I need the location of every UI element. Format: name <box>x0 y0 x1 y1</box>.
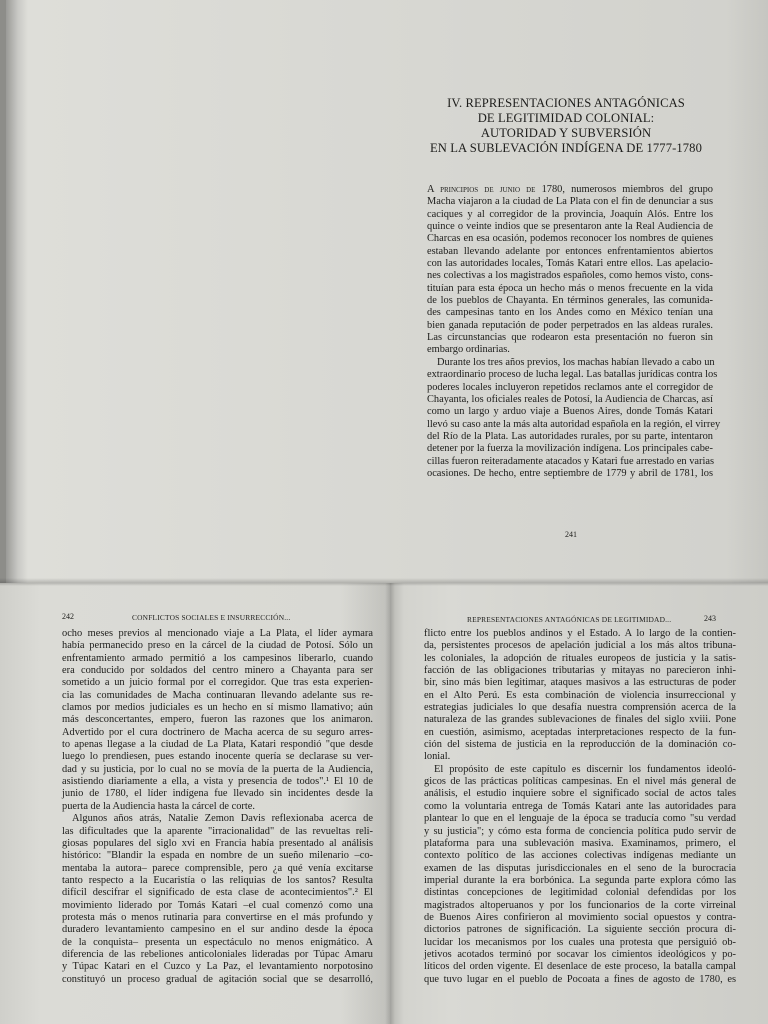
text-line: bir, sino más bien legitimar, ataques masivos a las estructuras de poder <box>424 677 736 689</box>
text-line: en el Alto Perú. Es esta combinación de violencia insurreccional y <box>424 689 736 701</box>
text-line: puerta de la Audiencia hasta la cárcel de corte. <box>62 800 255 812</box>
text-line: Chayanta, los oficiales reales de Potosí, la Audiencia de Charcas, así <box>427 393 713 405</box>
text-line: cillas fueron reiteradamente atacados y Katari fue arrestado en varias <box>427 455 715 467</box>
text-line: detener por la fuerza la movilización indígena. Los principales cabe- <box>427 443 713 455</box>
text-line: era conducido por soldados del centro minero a Chayanta para ser <box>62 665 373 677</box>
text-line: como un largo y arduo viaje a Buenos Aires, donde Tomás Katari <box>427 406 713 418</box>
page-243-body <box>424 628 736 986</box>
text-line: Charcas en esa ocasión, podemos reconocer los nombres de quienes <box>427 233 713 245</box>
text-line: tituían para esta época un hecho más o menos frecuente en la vida <box>427 282 713 294</box>
text-line: lucidar los mecanismos por los cuales una protesta que persiguió ob- <box>424 936 736 948</box>
text-line: flicto entre los pueblos andinos y el Estado. A lo largo de la contien- <box>424 628 736 639</box>
text-line: tanto respecto a la Eucaristía o las reliquias de los santos? Resulta <box>62 874 373 886</box>
chapter-title-line: DE LEGITIMIDAD COLONIAL: <box>477 111 655 125</box>
text-line: A principios de junio de 1780, numerosos miembros del grupo <box>427 184 713 195</box>
page-241-body <box>427 184 721 480</box>
text-line: gicos de las prácticas políticas campesinas. En el nivel más general de <box>424 776 736 788</box>
text-line: plantear lo que en el lenguaje de la época se traducía como "su verdad <box>424 813 736 825</box>
chapter-title <box>429 96 703 156</box>
text-line: magistrados altoperuanos y por los funcionarios de la corte virreinal <box>424 899 736 911</box>
text-line: protesta más o menos rutinaria para convertirse en el más profundo y <box>62 911 373 923</box>
text-line: examen de las disputas jurisdiccionales en el seno de la burocracia <box>424 862 736 874</box>
text-line: luego lo prendiesen, pues estando inocente quería se declarase su ver- <box>62 751 373 763</box>
text-line: bien ganada reputación de poder perpetrados en las aldeas rurales. <box>427 319 713 331</box>
text-line: en cuestión, asimismo, aceptadas interpretaciones respecto de la fun- <box>424 726 736 738</box>
page-number-243: 243 <box>704 614 716 623</box>
text-line: extraordinario proceso de lucha legal. Las batallas jurídicas contra los <box>427 369 718 381</box>
text-line: y Túpac Katari en el Cuzco y La Paz, el levantamiento norpotosino <box>62 961 373 973</box>
text-line: da, persistentes procesos de apelación judicial a los más altos tribuna- <box>424 640 736 652</box>
text-line: enfrentamiento armado permitió a los campesinos liberarlo, cuando <box>62 652 373 664</box>
text-line: análisis, el estudio inquiere sobre el significado social de actos tales <box>424 788 736 800</box>
text-line: les coloniales, la adopción de rituales europeos de justicia y la satis- <box>424 652 736 664</box>
text-line: de Buenos Aires confirieron al movimiento social opuestos y contra- <box>424 911 736 923</box>
text-line: ocasiones. De hecho, entre septiembre de 1779 y abril de 1781, los <box>427 467 713 479</box>
text-line: clamos por medios judiciales es un hecho en sí mismo llamativo; aún <box>62 702 373 714</box>
text-line: movimiento liderado por Tomás Katari –el cual comenzó como una <box>62 899 373 911</box>
text-line: estaban llevando adelante por entonces enfrentamientos abiertos <box>427 245 713 257</box>
text-line: con las autoridades locales, Tomás Katari entre ellos. Las apelacio- <box>427 258 713 270</box>
text-line: naturaleza de las grandes sublevaciones de finales del siglo xviii. Pone <box>424 714 736 726</box>
text-line: sometido a un juicio formal por el corregidor. Que tras esta experien- <box>62 677 373 689</box>
text-line: histórico: "Blandir la espada en nombre de un sueño milenario –co- <box>62 850 373 862</box>
text-line: poderes locales incluyeron repetidos reclamos ante el corregidor de <box>427 381 713 393</box>
text-line: Durante los tres años previos, los machas habían llevado a cabo un <box>437 356 715 368</box>
text-line: las dificultades que la aparente "irracionalidad" de las revueltas reli- <box>62 825 373 837</box>
text-line: des campesinas tanto en los Andes como en México tenían una <box>427 307 713 319</box>
text-line: dictorios patrones de significación. La siguiente sección procura di- <box>424 924 736 936</box>
text-line: difícil descifrar el significado de esta clase de acontecimientos".² El <box>62 887 373 899</box>
text-line: contexto político de las acciones colectivas indígenas mediante un <box>424 850 736 862</box>
text-line: constituyó un proceso gradual de agitación social que se desarrolló, <box>62 973 373 985</box>
page-number-242: 242 <box>62 612 74 621</box>
text-line: to apenas llegase a la ciudad de La Plata, Katari respondió "que desde <box>62 739 373 751</box>
text-line: facción de las obligaciones tributarias y mitayas no parecieron inhi- <box>424 665 736 677</box>
text-line: que tuvo lugar en el pueblo de Pocoata a fines de agosto de 1780, es <box>424 973 736 985</box>
text-line: jetivos acotados terminó por socavar los cimientos ideológicos y po- <box>424 948 736 960</box>
text-line: estrategias judiciales lo que desafía nuestra comprensión acerca de la <box>424 702 736 714</box>
text-line: mentaba la autora– parece comprensible, pero ¿a qué venía excitarse <box>62 862 373 874</box>
chapter-title-line: AUTORIDAD Y SUBVERSIÓN <box>480 126 652 140</box>
text-line: ocho meses previos al mencionado viaje a La Plata, el líder aymara <box>62 628 373 639</box>
text-line: embargo ordinarias. <box>427 344 510 356</box>
text-line: caciques y al corregidor de la provincia, Joaquín Alós. Entre los <box>427 208 713 220</box>
text-line: imperial durante la era borbónica. La segunda parte explora cómo las <box>424 874 736 886</box>
text-line: asistiendo diariamente a ella, a vista y presencia de todos".¹ El 10 de <box>62 776 373 788</box>
text-line: llevó su caso ante la más alta autoridad española en la región, el virrey <box>427 418 721 430</box>
text-line: y su justicia"; y cómo esta forma de conciencia política pudo servir de <box>424 825 736 837</box>
page-242-body <box>62 628 373 986</box>
text-line: cia las comunidades de Macha continuaran llevando adelante sus re- <box>62 689 373 701</box>
text-line: Advertido por el cura doctrinero de Macha acerca de su seguro arres- <box>62 726 373 738</box>
text-line: junio de 1780, el líder indígena fue llevado sin incidentes desde la <box>62 788 373 800</box>
running-head-243: REPRESENTACIONES ANTAGÓNICAS DE LEGITIMIDAD... <box>467 615 672 624</box>
book-gutter-shadow <box>385 583 395 1024</box>
chapter-title-line: EN LA SUBLEVACIÓN INDÍGENA DE 1777-1780 <box>430 141 702 155</box>
text-line: giosas populares del siglo xvi en Francia había presentado al análisis <box>62 837 373 849</box>
text-line: de los pueblos de Chayanta. En términos generales, las comunida- <box>427 295 713 307</box>
text-line: plataforma para una sublevación masiva. Examinamos, primero, el <box>424 837 736 849</box>
scan-fold-shadow <box>0 578 768 586</box>
text-line: dad y su justicia, por lo cual no se movía de la puerta de la Audiencia, <box>62 763 373 775</box>
text-line: El propósito de este capítulo es discernir los fundamentos ideoló- <box>434 763 736 775</box>
text-line: lonial. <box>424 751 451 763</box>
text-line: nes colectivas a los magistrados españoles, como hemos visto, cons- <box>427 270 713 282</box>
text-line: del Río de la Plata. Las autoridades rurales, por su parte, intentaron <box>427 430 713 442</box>
text-line: de la conquista– presenta un espectáculo no menos enigmático. A <box>62 936 373 948</box>
text-line: Macha viajaron a la ciudad de La Plata con el fin de denunciar a sus <box>427 196 713 208</box>
text-line: duradero levantamiento campesino en el sur andino desde la época <box>62 924 373 936</box>
chapter-title-line: IV. REPRESENTACIONES ANTAGÓNICAS <box>447 96 685 110</box>
text-line: quince o veinte indios que se presentaron ante la Real Audiencia de <box>427 221 713 233</box>
text-line: ción del sistema de justicia en la reproducción de la dominación co- <box>424 739 736 751</box>
text-line: líticos del orden vigente. El desenlace de este proceso, la batalla campal <box>424 961 736 973</box>
text-line: había permanecido preso en la cárcel de la ciudad de Potosí. Sólo un <box>62 640 373 652</box>
text-line: como la voluntaria entrega de Tomás Katari ante las autoridades para <box>424 800 736 812</box>
text-line: más desconcertantes, empero, fueron las razones que los animaron. <box>62 714 373 726</box>
text-line: Algunos años atrás, Natalie Zemon Davis reflexionaba acerca de <box>72 813 373 825</box>
running-head-242: CONFLICTOS SOCIALES E INSURRECCIÓN... <box>132 613 291 622</box>
page-number-241: 241 <box>565 530 577 539</box>
text-line: Las circunstancias que rodearon esta presentación no fueron sin <box>427 332 713 344</box>
text-line: distintas concepciones de legitimidad colonial defendidas por los <box>424 887 736 899</box>
text-line: diferencia de las rebeliones anticoloniales lideradas por Túpac Amaru <box>62 948 373 960</box>
